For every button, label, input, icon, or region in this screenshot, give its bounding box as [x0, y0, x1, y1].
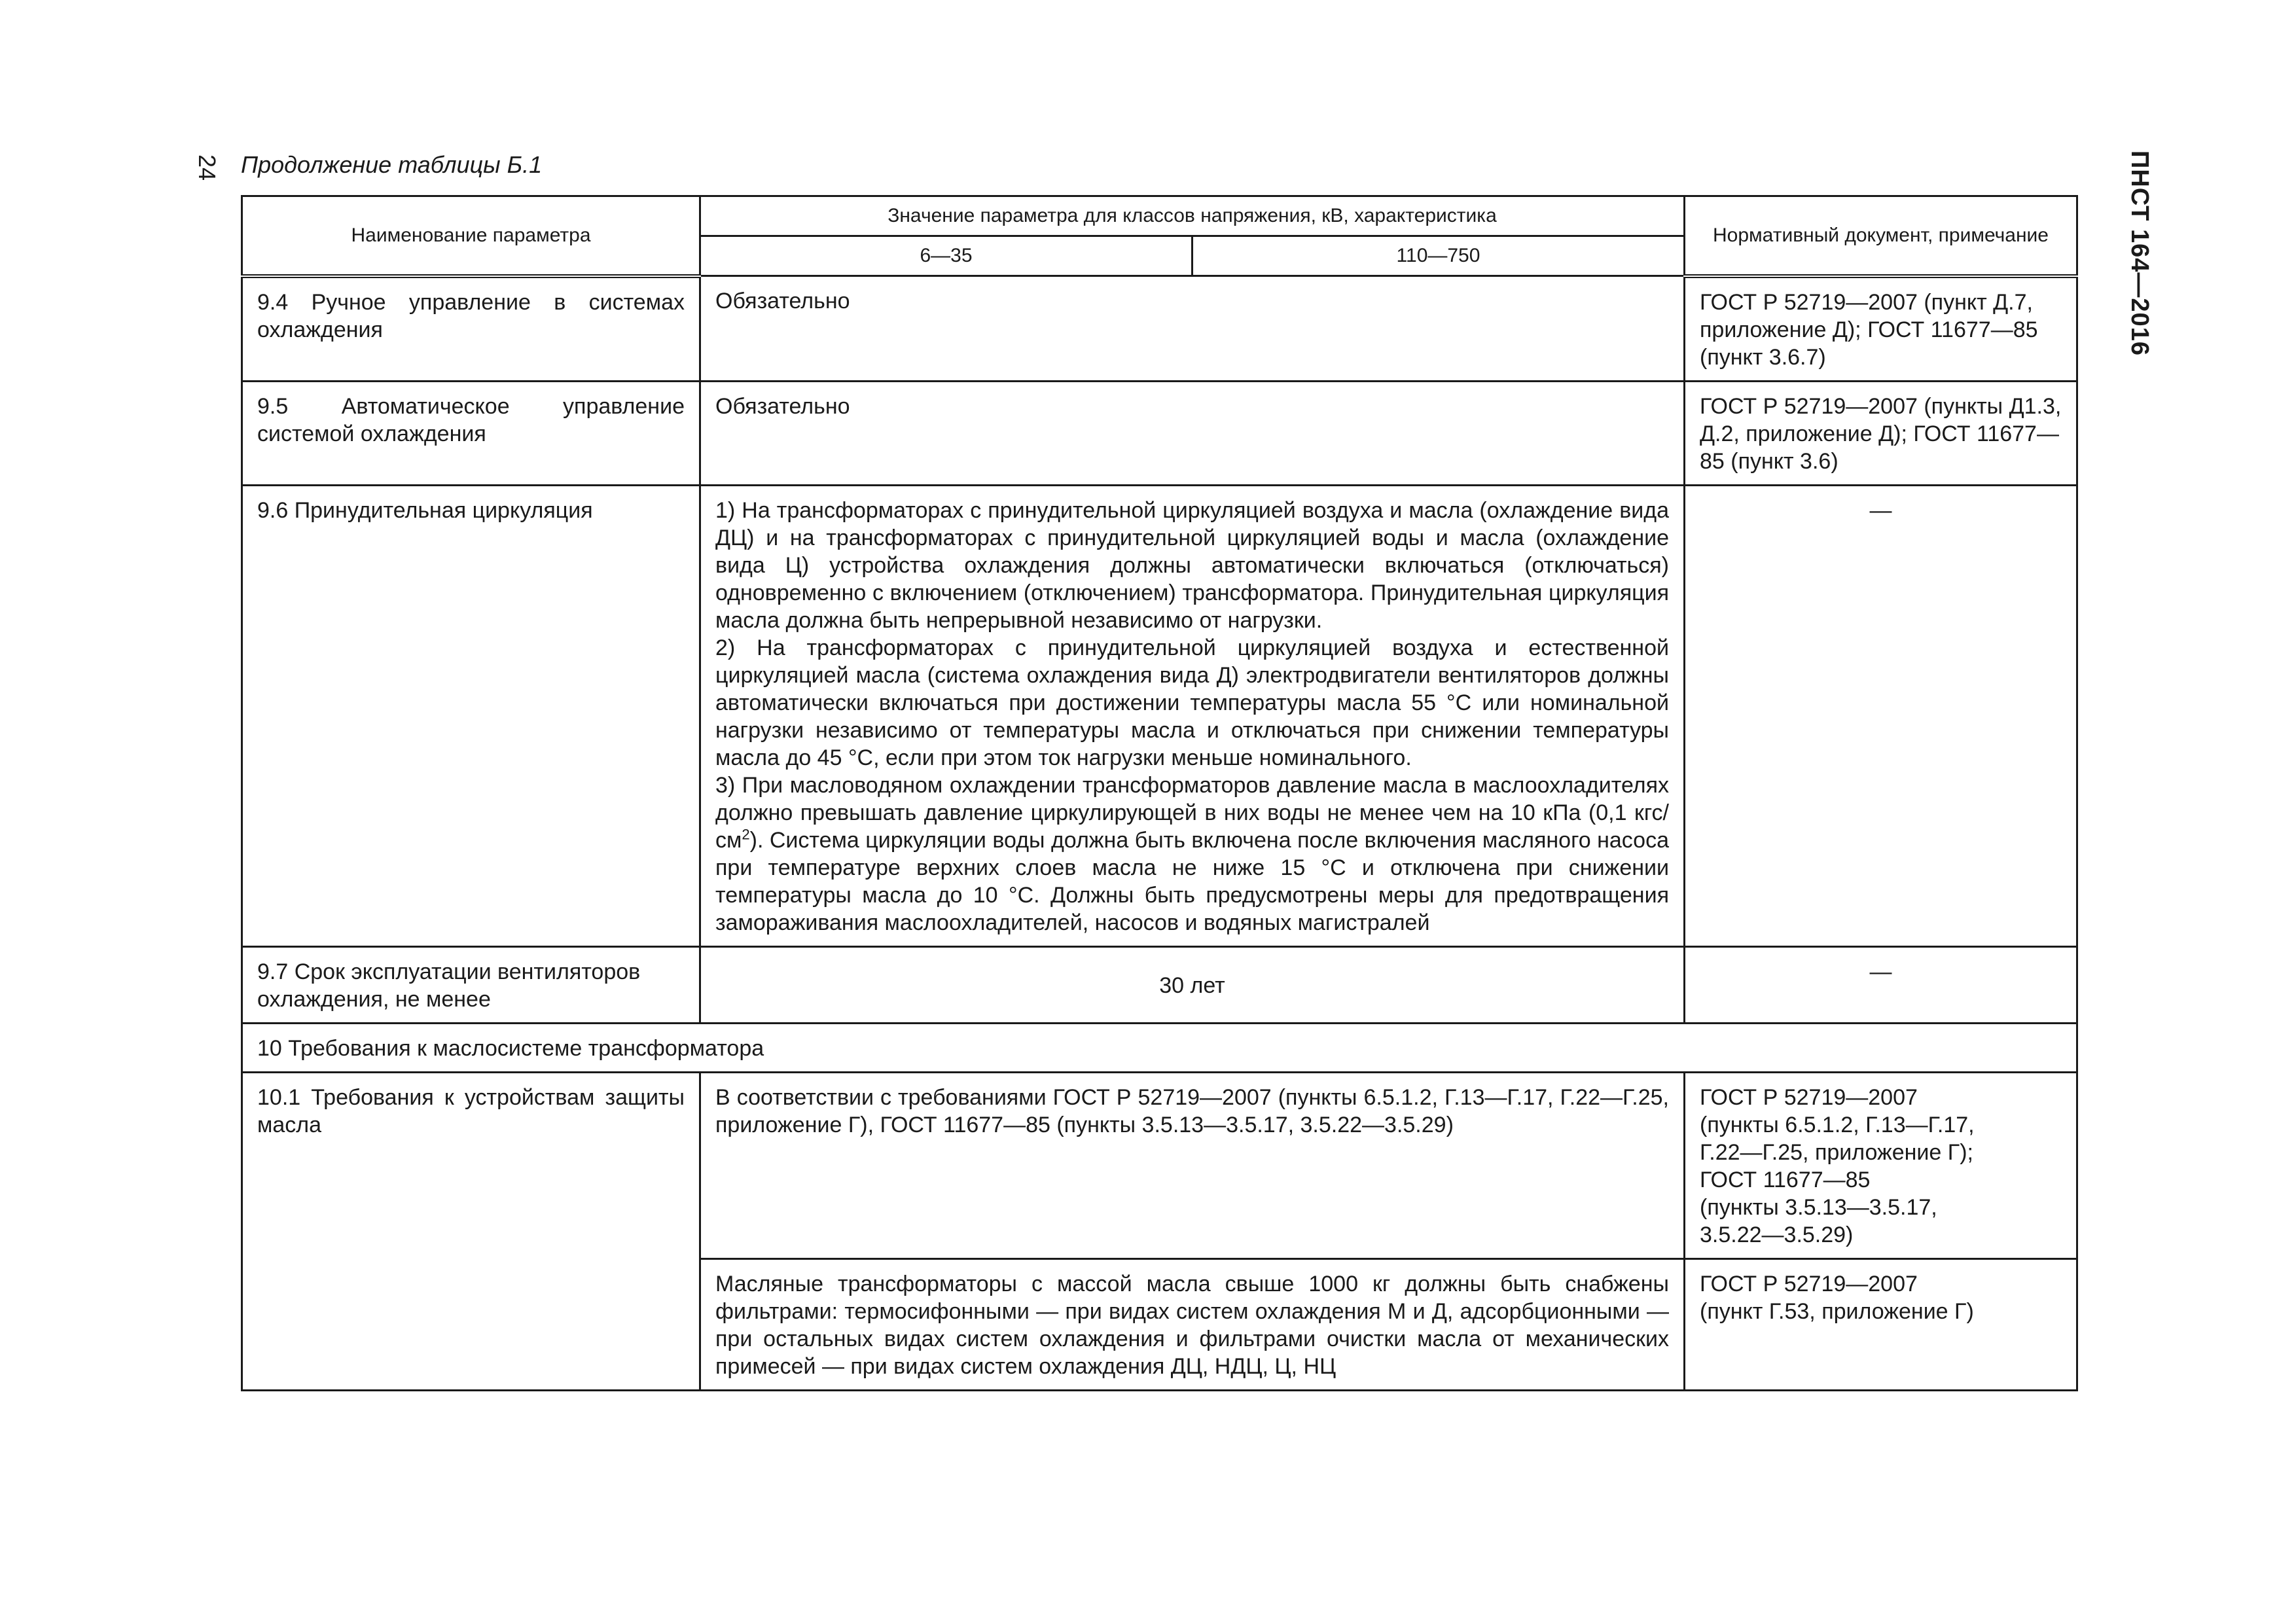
row-9-7-doc: —	[1685, 946, 2077, 1023]
row-9-4-doc: ГОСТ Р 52719—2007 (пункт Д.7, приложение Д); ГОСТ 11677—85 (пункт 3.6.7)	[1685, 276, 2077, 382]
row-10-1-doc-b	[1685, 1258, 2077, 1390]
page-number: 24	[194, 154, 221, 181]
row-9-6-superscript: 2	[742, 826, 750, 843]
row-9-6-name: 9.6 Принудительная циркуляция	[242, 485, 700, 946]
section-10-title: 10 Требования к маслосистеме трансформатора	[242, 1023, 2077, 1072]
row-10-1-name: 10.1 Требования к устройствам защиты масла	[242, 1072, 700, 1390]
row-9-6-paragraph-3	[715, 772, 1669, 936]
header-class-110-750: 110—750	[1193, 236, 1685, 276]
parameters-table	[241, 195, 2078, 1391]
table-row	[242, 276, 2077, 382]
row-9-6-value	[700, 485, 1685, 946]
row-9-5-value: Обязательно	[700, 381, 1685, 485]
table-row	[242, 946, 2077, 1023]
header-normative-doc: Нормативный документ, примечание	[1685, 196, 2077, 276]
standard-code: ПНСТ 164—2016	[2126, 151, 2153, 356]
doc-line: 3.5.22—3.5.29)	[1700, 1222, 1854, 1247]
doc-line: Г.22—Г.25, приложение Г);	[1700, 1139, 1973, 1165]
row-9-7-value: 30 лет	[700, 946, 1685, 1023]
row-9-6-paragraph-3-part-b: ). Система циркуляции воды должна быть включена после включения масляного насоса при температуре верхних слоев масла не ниже 15 °С и отключена при снижении температуры масла до 10 °С. Должны быть предусмотрены меры для предотвращения замораживания маслоохладителей, насосов и водяных магистралей	[715, 827, 1669, 935]
doc-line: (пункты 6.5.1.2, Г.13—Г.17,	[1700, 1112, 1975, 1137]
row-9-5-name: 9.5 Автоматическое управление системой охлаждения	[242, 381, 700, 485]
row-9-4-name: 9.4 Ручное управление в системах охлаждения	[242, 276, 700, 382]
row-9-4-value: Обязательно	[700, 276, 1685, 382]
row-9-6-paragraph-2: 2) На трансформаторах с принудительной циркуляцией воздуха и естественной циркуляцией масла (система охлаждения вида Д) электродвигатели вентиляторов должны автоматически включаться при достижении температуры масла 55 °С или номинальной нагрузки независимо от температуры масла и отключаться при снижении температуры масла до 45 °С, если при этом ток нагрузки меньше номинального.	[715, 635, 1669, 770]
header-row-1	[242, 196, 2077, 236]
doc-line: ГОСТ Р 52719—2007	[1700, 1084, 1918, 1110]
header-parameter-name: Наименование параметра	[242, 196, 700, 276]
row-10-1-doc-a	[1685, 1072, 2077, 1258]
doc-line: ГОСТ 11677—85	[1700, 1167, 1871, 1192]
table-row	[242, 1072, 2077, 1258]
table-row	[242, 485, 2077, 946]
row-10-1-value-a: В соответствии с требованиями ГОСТ Р 52719—2007 (пункты 6.5.1.2, Г.13—Г.17, Г.22—Г.25, приложение Г), ГОСТ 11677—85 (пункты 3.5.13—3.5.17, 3.5.22—3.5.29)	[700, 1072, 1685, 1258]
header-class-6-35: 6—35	[700, 236, 1193, 276]
table-row	[242, 381, 2077, 485]
doc-line: (пункт Г.53, приложение Г)	[1700, 1298, 1974, 1324]
row-9-6-doc: —	[1685, 485, 2077, 946]
section-header-row	[242, 1023, 2077, 1072]
header-value-group: Значение параметра для классов напряжения, кВ, характеристика	[700, 196, 1685, 236]
row-10-1-value-b: Масляные трансформаторы с массой масла свыше 1000 кг должны быть снабжены фильтрами: термосифонными — при видах систем охлаждения М и Д, адсорбционными — при остальных видах систем охлаждения и фильтрами очистки масла от механических примесей — при видах систем охлаждения ДЦ, НДЦ, Ц, НЦ	[700, 1258, 1685, 1390]
doc-line: (пункты 3.5.13—3.5.17,	[1700, 1194, 1937, 1220]
row-9-7-name: 9.7 Срок эксплуатации вентиляторов охлаждения, не менее	[242, 946, 700, 1023]
row-9-6-paragraph-1: 1) На трансформаторах с принудительной циркуляцией воздуха и масла (охлаждение вида ДЦ) и на трансформаторах с принудительной циркуляцией воды и масла (охлаждение вида Ц) устройства охлаждения должны автоматически включаться (отключаться) одновременно с включением (отключением) трансформатора. Принудительная циркуляция масла должна быть непрерывной независимо от нагрузки.	[715, 497, 1669, 633]
row-9-5-doc: ГОСТ Р 52719—2007 (пункты Д1.3, Д.2, приложение Д); ГОСТ 11677—85 (пункт 3.6)	[1685, 381, 2077, 485]
doc-line: ГОСТ Р 52719—2007	[1700, 1271, 1918, 1296]
row-9-6-paragraph-3-part-a: 3) При масловодяном охлаждении трансформаторов давление масла в маслоохладителях должно превышать давление циркулирующей в них воды не менее чем на 10 кПа (0,1 кгс/см	[715, 772, 1669, 853]
continuation-title: Продолжение таблицы Б.1	[241, 151, 543, 178]
